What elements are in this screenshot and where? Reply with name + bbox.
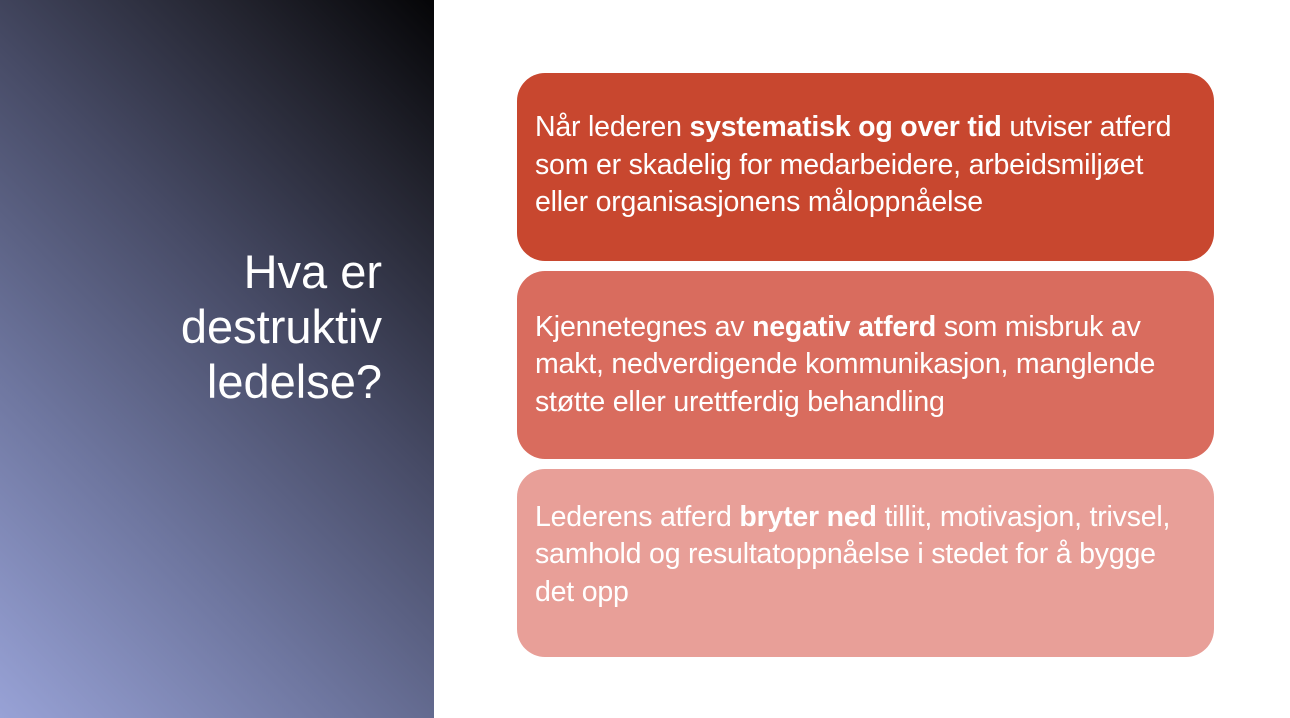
- card-text-highlight: systematisk og over tid: [689, 111, 1002, 144]
- title-line: Hva er: [243, 245, 382, 298]
- title-panel: [0, 0, 434, 718]
- card-text-before: Kjennetegnes av: [535, 310, 753, 343]
- definition-card-1: [517, 73, 1214, 261]
- title-line: ledelse?: [206, 355, 382, 408]
- card-text-before: Når lederen: [535, 111, 690, 144]
- card-text-before: Lederens atferd: [535, 500, 740, 533]
- definition-card-2: [517, 271, 1214, 459]
- card-text-highlight: bryter ned: [739, 500, 877, 533]
- card-text-highlight: negativ atferd: [752, 310, 937, 343]
- card-text: [535, 109, 1196, 222]
- card-text-after: utviser atferd som er skadelig for medarbeidere, arbeidsmiljøet eller organisasjonens måloppnåelse: [535, 111, 1172, 219]
- card-text: [535, 499, 1196, 612]
- definition-card-3: [517, 469, 1214, 657]
- content-panel: [434, 0, 1290, 718]
- card-text-after: tillit, motivasjon, trivsel, samhold og resultatoppnåelse i stedet for å bygge det opp: [535, 500, 1171, 608]
- title-line: destruktiv: [180, 300, 382, 353]
- slide-title: [181, 244, 382, 409]
- card-text: [535, 309, 1196, 422]
- card-text-after: som misbruk av makt, nedverdigende kommunikasjon, manglende støtte eller urettferdig behandling: [535, 310, 1156, 418]
